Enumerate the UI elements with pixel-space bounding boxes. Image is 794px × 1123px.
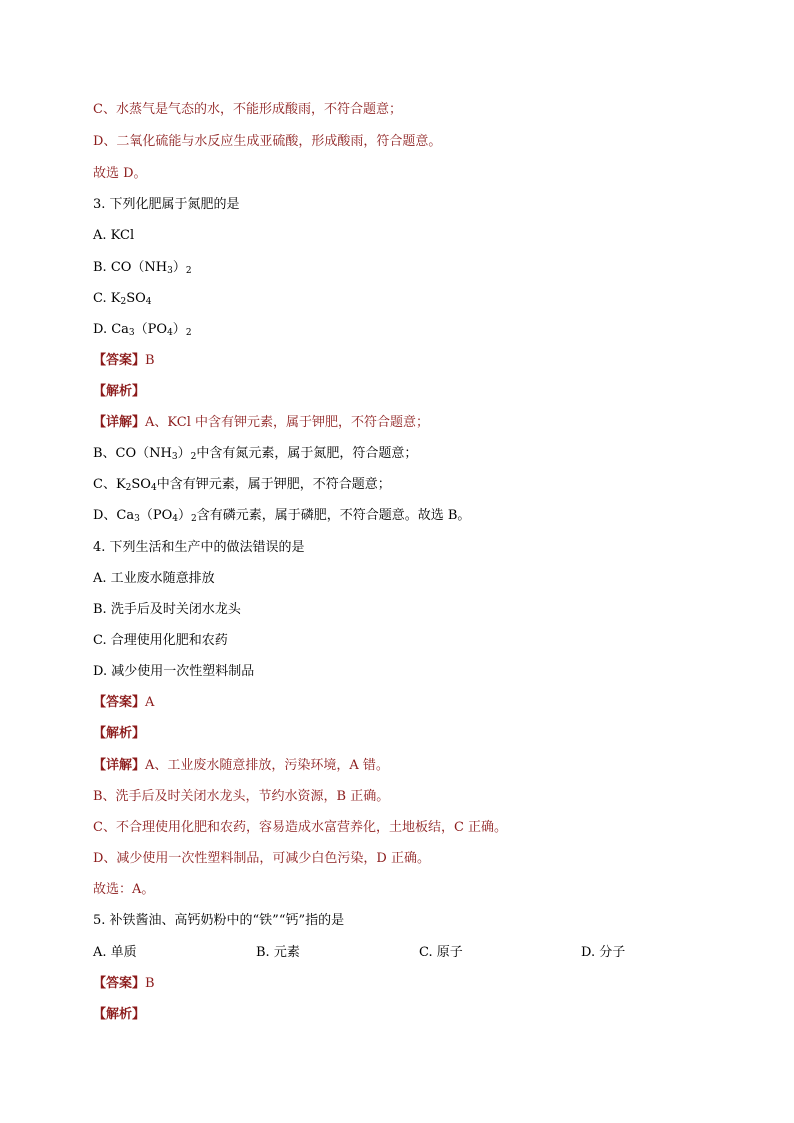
subscript: 4: [172, 514, 178, 524]
detail-text: SO: [131, 477, 151, 492]
detail-text: 含有磷元素，属于磷肥，不符合题意。故选 B。: [196, 508, 471, 523]
question-4-answer: [93, 693, 154, 713]
subscript: 2: [185, 328, 192, 338]
subscript: 3: [167, 266, 173, 276]
detail-text: D、Ca: [93, 508, 135, 523]
detail-text: 中含有氮元素，属于氮肥，符合题意；: [196, 446, 418, 461]
question-3-answer: [93, 351, 155, 371]
question-3-analysis-tag: 【解析】: [93, 384, 146, 399]
detail-tag: 【详解】: [93, 415, 146, 430]
option-d-text: （PO: [134, 322, 168, 337]
question-4-stem: 4. 下列生活和生产中的做法错误的是: [93, 540, 305, 555]
subscript: 4: [145, 297, 152, 307]
answer-tag: 【答案】: [93, 695, 146, 710]
question-4-conclusion: 故选：A。: [93, 882, 155, 897]
question-5-option-d: D. 分子: [581, 945, 626, 960]
detail-text: A、KCl 中含有钾元素，属于钾肥，不符合题意；: [145, 415, 430, 430]
answer-tag: 【答案】: [93, 976, 146, 991]
question-4-option-d: D. 减少使用一次性塑料制品: [93, 664, 255, 679]
subscript: 3: [128, 328, 135, 338]
question-3-stem: 3. 下列化肥属于氮肥的是: [93, 197, 240, 212]
detail-text: ）: [178, 508, 192, 523]
detail-text: （PO: [139, 508, 173, 523]
question-4-detail-c: C、不合理使用化肥和农药，容易造成水富营养化，土地板结，C 正确。: [93, 820, 508, 835]
option-c-text: SO: [126, 291, 146, 306]
subscript: 2: [190, 452, 197, 462]
subscript: 2: [120, 297, 127, 307]
answer-value: B: [145, 976, 155, 991]
question-3-detail-c: [93, 475, 391, 495]
answer-value: B: [145, 353, 155, 368]
option-c-text: C. K: [93, 291, 121, 306]
option-d-text: ）: [172, 322, 186, 337]
question-4-option-c: C. 合理使用化肥和农药: [93, 633, 228, 648]
question-3-detail-a: [93, 413, 429, 433]
question-3-option-a: A. KCl: [93, 228, 135, 243]
question-4-detail-b: B、洗手后及时关闭水龙头，节约水资源，B 正确。: [93, 789, 390, 804]
question-3-option-b: [93, 258, 192, 278]
question-4-detail-a: [93, 756, 389, 776]
question-4-option-b: B. 洗手后及时关闭水龙头: [93, 602, 241, 617]
question-5-analysis-tag: 【解析】: [93, 1007, 146, 1022]
analysis-line-d: D、二氧化硫能与水反应生成亚硫酸，形成酸雨，符合题意。: [93, 134, 442, 149]
detail-tag: 【详解】: [93, 758, 146, 773]
analysis-line-c: C、水蒸气是气态的水，不能形成酸雨，不符合题意；: [93, 102, 402, 117]
conclusion-line: 故选 D。: [93, 166, 147, 181]
answer-tag: 【答案】: [93, 353, 146, 368]
subscript: 2: [191, 514, 197, 524]
detail-text: B、CO（NH: [93, 446, 172, 461]
subscript: 4: [150, 483, 157, 493]
option-b-text: ）: [172, 260, 186, 275]
answer-value: A: [145, 695, 155, 710]
subscript: 2: [185, 266, 192, 276]
detail-text: C、K: [93, 477, 126, 492]
question-5-stem: 5. 补铁酱油、高钙奶粉中的“铁”“钙”指的是: [93, 913, 345, 928]
question-3-detail-b: [93, 444, 417, 464]
subscript: 4: [167, 328, 173, 338]
question-4-option-a: A. 工业废水随意排放: [93, 571, 215, 586]
question-5-option-c: C. 原子: [419, 945, 463, 960]
question-5-option-a: A. 单质: [93, 945, 137, 960]
option-b-text: B. CO（NH: [93, 260, 168, 275]
subscript: 2: [125, 483, 132, 493]
subscript: 3: [171, 452, 178, 462]
option-d-text: D. Ca: [93, 322, 129, 337]
question-5-answer: [93, 974, 155, 994]
question-5-option-b: B. 元素: [256, 945, 300, 960]
question-3-option-c: [93, 289, 152, 309]
question-4-analysis-tag: 【解析】: [93, 726, 146, 741]
subscript: 3: [134, 514, 140, 524]
question-3-detail-d: [93, 506, 470, 526]
detail-text: A、工业废水随意排放，污染环境，A 错。: [145, 758, 389, 773]
detail-text: ）: [177, 446, 191, 461]
detail-text: 中含有钾元素，属于钾肥，不符合题意；: [156, 477, 391, 492]
question-4-detail-d: D、减少使用一次性塑料制品，可减少白色污染，D 正确。: [93, 851, 430, 866]
question-3-option-d: [93, 320, 192, 340]
